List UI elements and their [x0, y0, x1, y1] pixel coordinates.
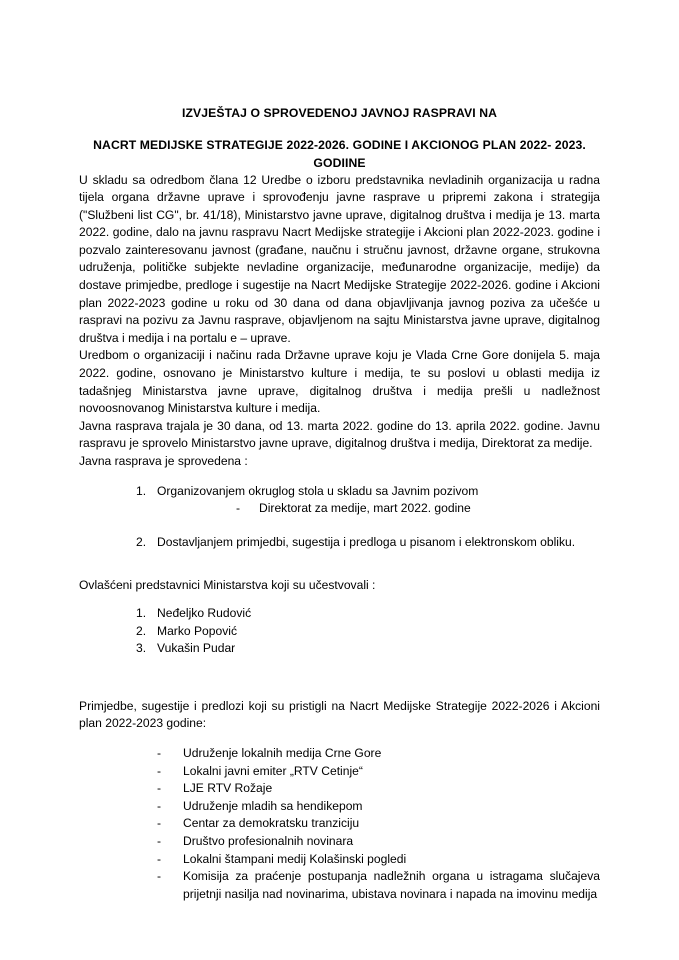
procedure-list: [79, 483, 600, 552]
organization-name: Lokalni javni emiter „RTV Cetinje“: [183, 763, 363, 778]
list-item: [79, 623, 600, 641]
list-item-text: Direktorat za medije, mart 2022. godine: [259, 501, 471, 516]
dash-marker: -: [236, 501, 241, 516]
procedure-sub-list: [157, 500, 600, 518]
list-marker: 3.: [136, 641, 147, 656]
document-title: [79, 0, 600, 172]
dash-marker: -: [157, 851, 162, 866]
list-item: [79, 483, 600, 518]
paragraph-submissions-lead: Primjedbe, sugestije i predlozi koji su pristigli na Nacrt Medijske Strategije 2022-2026 i Akcioni plan 2022-2023 godine:: [79, 698, 600, 731]
list-item: [79, 851, 600, 869]
list-item: [79, 640, 600, 658]
list-item-text: Dostavljanjem primjedbi, sugestija i predloga u pisanom i elektronskom obliku.: [157, 534, 576, 549]
organization-name: Društvo profesionalnih novinara: [183, 833, 354, 848]
list-marker: 2.: [136, 623, 147, 638]
dash-marker: -: [157, 781, 162, 796]
paragraph-reorganization: Uredbom o organizaciji i načinu rada Državne uprave koju je Vlada Crne Gore donijela 5. maja 2022. godine, osnovano je Ministarstvo kulture i medija, te su poslovi u oblasti medija iz tadašnjeg Ministarstva javne uprave, digitalnog društva i medija prešli u nadležnost novoosnovanog Ministarstva kulture i medija.: [79, 348, 600, 416]
dash-marker: -: [157, 816, 162, 831]
list-item: [79, 815, 600, 833]
title-line-1: IZVJEŠTAJ O SPROVEDENOJ JAVNOJ RASPRAVI NA: [181, 106, 498, 120]
dash-marker: -: [157, 798, 162, 813]
dash-marker: -: [157, 745, 162, 760]
organizations-list: [79, 745, 600, 903]
representative-name: Neđeljko Rudović: [157, 605, 252, 620]
organization-name: Udruženje mladih sa hendikepom: [183, 798, 363, 813]
list-item: [79, 745, 600, 763]
paragraph-duration: Javna rasprava trajala je 30 dana, od 13. marta 2022. godine do 13. aprila 2022. godine. Javnu raspravu je sprovelo Ministarstvo javne uprave, digitalnog društva i medija, Direktorat za medije.: [79, 418, 600, 451]
paragraph-representatives-lead: Ovlašćeni predstavnici Ministarstva koji su učestvovali :: [79, 578, 376, 593]
list-item: [79, 763, 600, 781]
paragraph-intro: U skladu sa odredbom člana 12 Uredbe o izboru predstavnika nevladinih organizacija u radna tijela organa državne uprave i sprovođenju javne rasprave u pripremi zakona i strategija ("Službeni list CG", br. 41/18), Ministarstvo javne uprave, digitalnog društva i medija je 13. marta 2022. godine, dalo na javnu raspravu Nacrt Medijske strategije i Akcioni plan 2022-2023. godine i pozvalo zainteresovanu javnost (građane, naučnu i stručnu javnost, državne organe, strukovna udruženja, političke subjekte nevladine organizacije, međunarodne organizacije, medije) da dostave primjedbe, predloge i sugestije na Nacrt Medijske Strategije 2022-2026. godine i Akcioni plan 2022-2023 godine u roku od 30 dana od dana objavljivanja javnog poziva za učešće u raspravi na pozivu za Javnu rasprave, objavljenom na sajtu Ministarstva javne uprave, digitalnog društva i medija i na portalu e – uprave.: [79, 172, 600, 345]
dash-marker: -: [157, 869, 162, 884]
list-item: [79, 868, 600, 903]
organization-name: Udruženje lokalnih medija Crne Gore: [183, 745, 382, 760]
list-marker: 1.: [136, 483, 147, 498]
title-line-2: NACRT MEDIJSKE STRATEGIJE 2022-2026. GODINE I AKCIONOG PLAN 2022- 2023. GODIINE: [93, 137, 586, 170]
organization-name: Komisija za praćenje postupanja nadležnih organa u istragama slučajeva prijetnji nasilja nad novinarima, ubistava novinara i napada na imovinu medija: [183, 869, 600, 901]
list-item: [79, 605, 600, 623]
dash-marker: -: [157, 833, 162, 848]
list-item: [157, 500, 600, 518]
representatives-list: [79, 605, 600, 658]
list-marker: 2.: [136, 534, 147, 549]
document-content: [79, 0, 600, 903]
organization-name: LJE RTV Rožaje: [183, 781, 273, 796]
list-item-text: Organizovanjem okruglog stola u skladu sa Javnim pozivom: [157, 483, 479, 498]
list-item: [79, 798, 600, 816]
organization-name: Lokalni štampani medij Kolašinski pogledi: [183, 851, 407, 866]
paragraph-procedure-lead: Javna rasprava je sprovedena :: [79, 454, 248, 468]
list-marker: 1.: [136, 605, 147, 620]
list-item: [79, 833, 600, 851]
list-item: [79, 534, 600, 552]
organization-name: Centar za demokratsku tranziciju: [183, 816, 360, 831]
representative-name: Marko Popović: [157, 623, 237, 638]
representative-name: Vukašin Pudar: [157, 641, 236, 656]
list-item: [79, 780, 600, 798]
dash-marker: -: [157, 763, 162, 778]
